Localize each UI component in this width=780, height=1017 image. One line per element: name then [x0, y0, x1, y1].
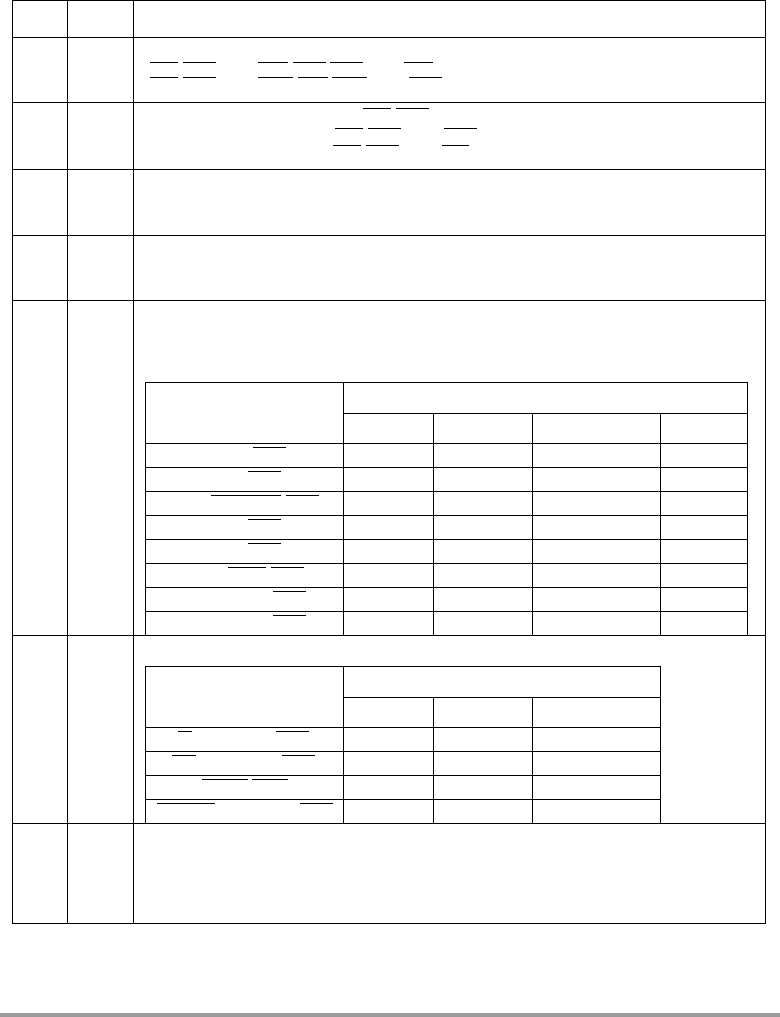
overline-mark	[368, 128, 401, 129]
overline-mark	[248, 543, 281, 544]
inner-table-1-row-rule	[145, 587, 748, 588]
inner-table-2-row-rule	[145, 799, 661, 800]
overline-mark	[253, 447, 286, 448]
overline-mark	[248, 471, 281, 472]
inner-table-2-right-rule	[660, 666, 661, 824]
overline-mark	[396, 108, 429, 109]
inner-table-1-row-rule	[145, 539, 748, 540]
page-footer-bar	[0, 1013, 780, 1017]
outer-table-left-rule	[12, 0, 13, 924]
overline-mark	[172, 755, 196, 756]
overline-mark	[228, 567, 266, 568]
overline-mark	[258, 77, 293, 78]
overline-mark	[298, 77, 328, 78]
inner-table-1-row-rule	[145, 515, 748, 516]
column-divider-1	[67, 0, 68, 924]
inner-table-1-row-rule	[145, 491, 748, 492]
overline-mark	[252, 779, 288, 780]
inner-table-1-subheader-rule	[343, 413, 748, 414]
overline-mark	[183, 62, 216, 63]
overline-mark	[211, 495, 281, 496]
overline-mark	[248, 519, 281, 520]
overline-mark	[330, 62, 363, 63]
outer-table-bottom-rule	[12, 923, 766, 924]
overline-mark	[273, 615, 306, 616]
inner-table-2-header-rule	[145, 727, 661, 728]
inner-table-1-left-rule	[145, 382, 146, 635]
overline-mark	[150, 77, 178, 78]
row-separator-header	[12, 37, 766, 38]
inner-table-2-row-rule	[145, 775, 661, 776]
overline-mark	[332, 77, 367, 78]
inner-table-1-col-rule	[532, 413, 533, 635]
inner-table-2-subheader-rule	[343, 697, 661, 698]
overline-mark	[157, 803, 215, 804]
inner-table-1-top-rule	[145, 382, 748, 383]
overline-mark	[335, 128, 363, 129]
inner-table-1-right-rule	[747, 382, 748, 635]
inner-table-1-col-rule	[343, 382, 344, 635]
overline-mark	[293, 62, 326, 63]
column-divider-2	[133, 0, 134, 924]
overline-mark	[178, 731, 192, 732]
inner-table-2-left-rule	[145, 666, 146, 824]
overline-mark	[444, 128, 477, 129]
inner-table-1-col-rule	[660, 413, 661, 635]
inner-table-2-bottom-rule	[145, 823, 661, 824]
inner-table-1-col-rule	[433, 413, 434, 635]
overline-mark	[258, 62, 288, 63]
inner-table-1-row-rule	[145, 611, 748, 612]
overline-mark	[202, 779, 248, 780]
inner-table-2-col-rule	[433, 697, 434, 824]
overline-mark	[150, 62, 178, 63]
row-separator-2	[12, 169, 766, 170]
outer-table-top-rule	[12, 0, 766, 1]
overline-mark	[300, 803, 333, 804]
inner-table-2-row-rule	[145, 751, 661, 752]
overline-mark	[282, 755, 315, 756]
overline-mark	[363, 108, 391, 109]
row-separator-3	[12, 235, 766, 236]
inner-table-2-top-rule	[145, 666, 661, 667]
inner-table-1-row-rule	[145, 467, 748, 468]
overline-mark	[183, 77, 216, 78]
overline-mark	[404, 62, 433, 63]
row-separator-1	[12, 102, 766, 103]
overline-mark	[333, 145, 361, 146]
overline-mark	[366, 145, 399, 146]
inner-table-2-col-rule	[532, 697, 533, 824]
row-separator-5	[12, 635, 766, 636]
inner-table-2-col-rule	[343, 666, 344, 824]
inner-table-1-row-rule	[145, 563, 748, 564]
row-separator-4	[12, 300, 766, 301]
overline-mark	[442, 145, 469, 146]
outer-table-right-rule	[765, 0, 766, 924]
overline-mark	[409, 77, 442, 78]
inner-table-1-header-rule	[145, 443, 748, 444]
overline-mark	[271, 567, 304, 568]
overline-mark	[273, 591, 306, 592]
overline-mark	[286, 495, 319, 496]
overline-mark	[276, 731, 309, 732]
